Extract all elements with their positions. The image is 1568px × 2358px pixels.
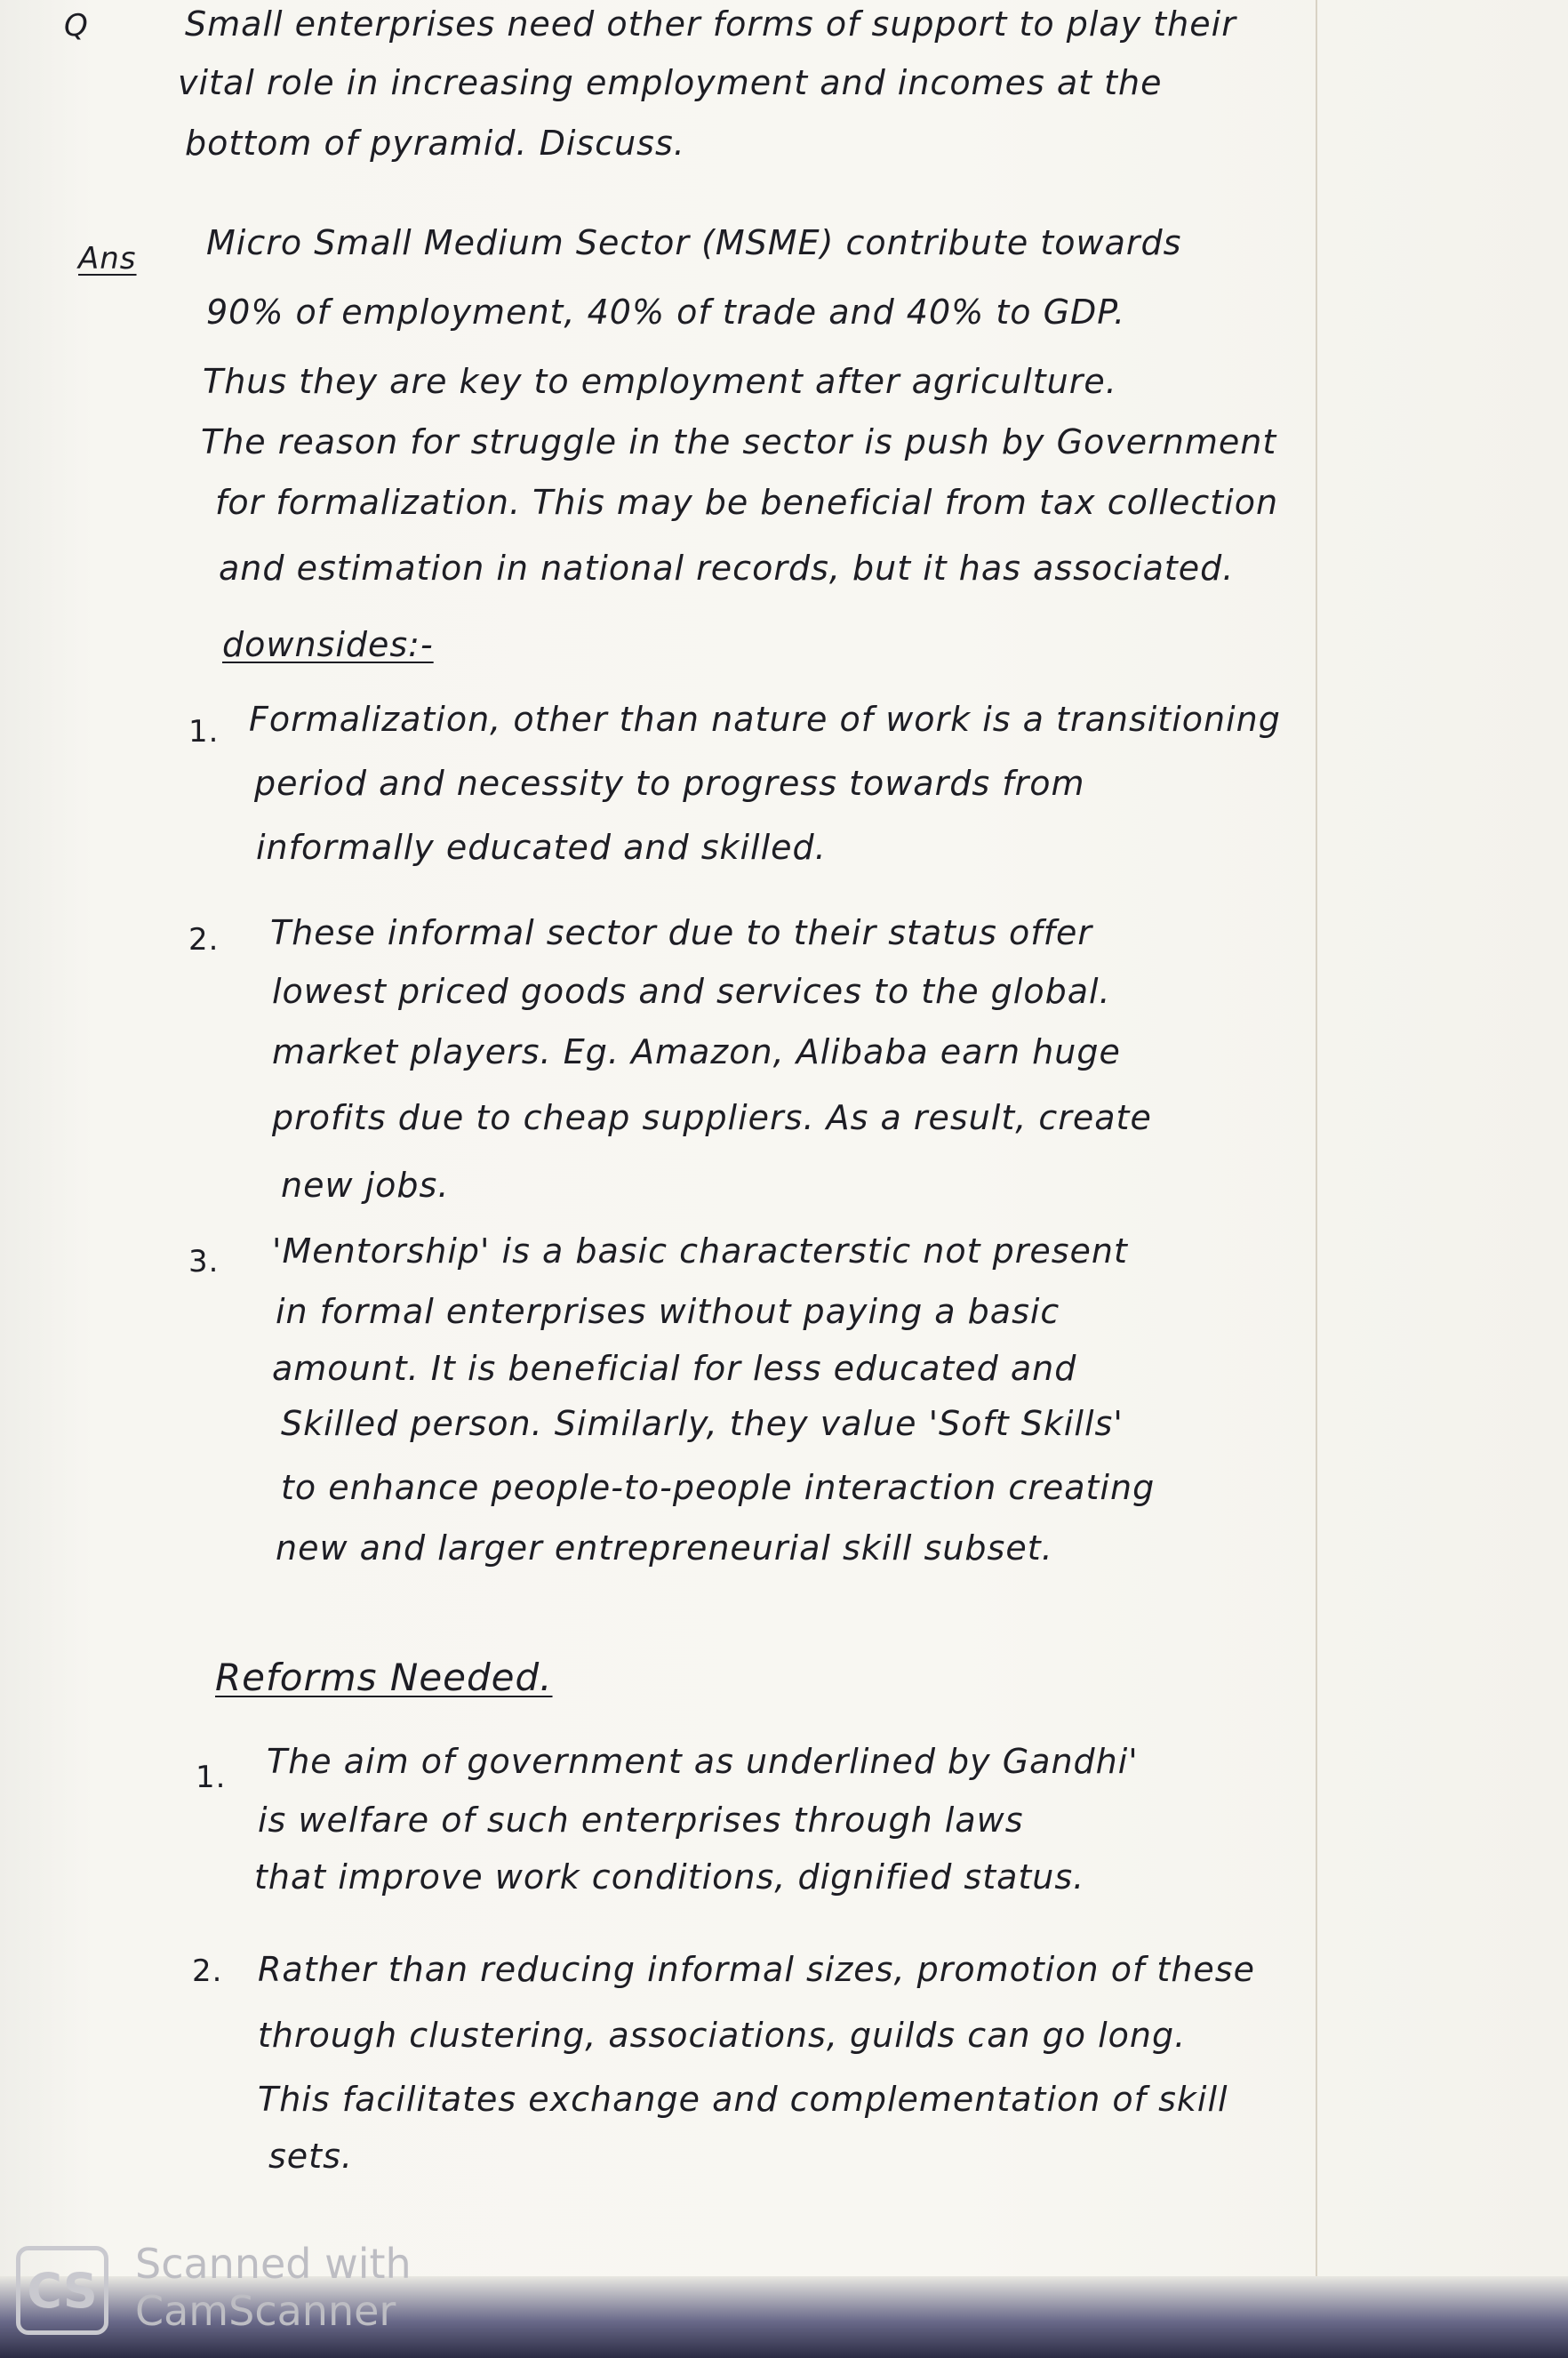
item-line: profits due to cheap suppliers. As a result, create [272, 1098, 1152, 1137]
item-number: 3. [188, 1244, 220, 1279]
item-number: 1. [196, 1760, 227, 1795]
margin-line [1316, 0, 1317, 2276]
item-line: These informal sector due to their status offer [270, 913, 1093, 952]
item-line: in formal enterprises without paying a basic [276, 1292, 1060, 1331]
camscanner-watermark [16, 2241, 434, 2338]
item-number: 2. [192, 1953, 223, 1989]
item-line: amount. It is beneficial for less educated and [272, 1349, 1077, 1388]
answer-line: for formalization. This may be beneficial from tax collection [215, 483, 1279, 522]
question-line: Small enterprises need other forms of support to play their [185, 4, 1236, 44]
camscanner-logo-icon: CS [16, 2246, 108, 2335]
answer-line: Micro Small Medium Sector (MSME) contribute towards [206, 223, 1182, 262]
item-number: 2. [188, 922, 220, 958]
downsides-heading: downsides:- [222, 625, 434, 664]
item-line: new jobs. [281, 1166, 450, 1205]
answer-line: and estimation in national records, but it has associated. [219, 549, 1235, 588]
answer-line: Thus they are key to employment after agriculture. [203, 362, 1117, 401]
item-line: 'Mentorship' is a basic characterstic not present [272, 1231, 1128, 1271]
watermark-text [135, 2241, 412, 2335]
item-line: through clustering, associations, guilds can go long. [258, 2016, 1187, 2055]
item-line: that improve work conditions, dignified status. [254, 1857, 1085, 1897]
reforms-heading: Reforms Needed. [215, 1656, 553, 1699]
item-line: new and larger entrepreneurial skill subset. [276, 1528, 1053, 1568]
item-line: period and necessity to progress towards from [254, 764, 1085, 803]
item-line: Formalization, other than nature of work is a transitioning [249, 700, 1281, 739]
item-line: informally educated and skilled. [256, 828, 827, 867]
answer-marker: Ans [78, 241, 137, 277]
watermark-line: CamScanner [135, 2286, 396, 2335]
item-line: Rather than reducing informal sizes, promotion of these [258, 1950, 1255, 1989]
item-line: sets. [268, 2137, 353, 2176]
item-line: The aim of government as underlined by Gandhi' [267, 1742, 1139, 1781]
item-line: Skilled person. Similarly, they value 'Soft Skills' [281, 1404, 1124, 1443]
item-line: market players. Eg. Amazon, Alibaba earn huge [272, 1032, 1121, 1071]
item-line: is welfare of such enterprises through laws [258, 1801, 1024, 1840]
question-marker: Q [64, 8, 89, 44]
item-line: lowest priced goods and services to the global. [272, 972, 1111, 1011]
item-number: 1. [188, 714, 220, 750]
question-line: bottom of pyramid. Discuss. [185, 124, 685, 163]
answer-line: 90% of employment, 40% of trade and 40% to GDP. [206, 293, 1126, 332]
watermark-line: Scanned with [135, 2240, 412, 2288]
item-line: to enhance people-to-people interaction creating [281, 1468, 1156, 1507]
answer-line: The reason for struggle in the sector is push by Government [201, 422, 1277, 461]
item-line: This facilitates exchange and complementation of skill [258, 2080, 1228, 2119]
question-line: vital role in increasing employment and incomes at the [178, 63, 1163, 102]
